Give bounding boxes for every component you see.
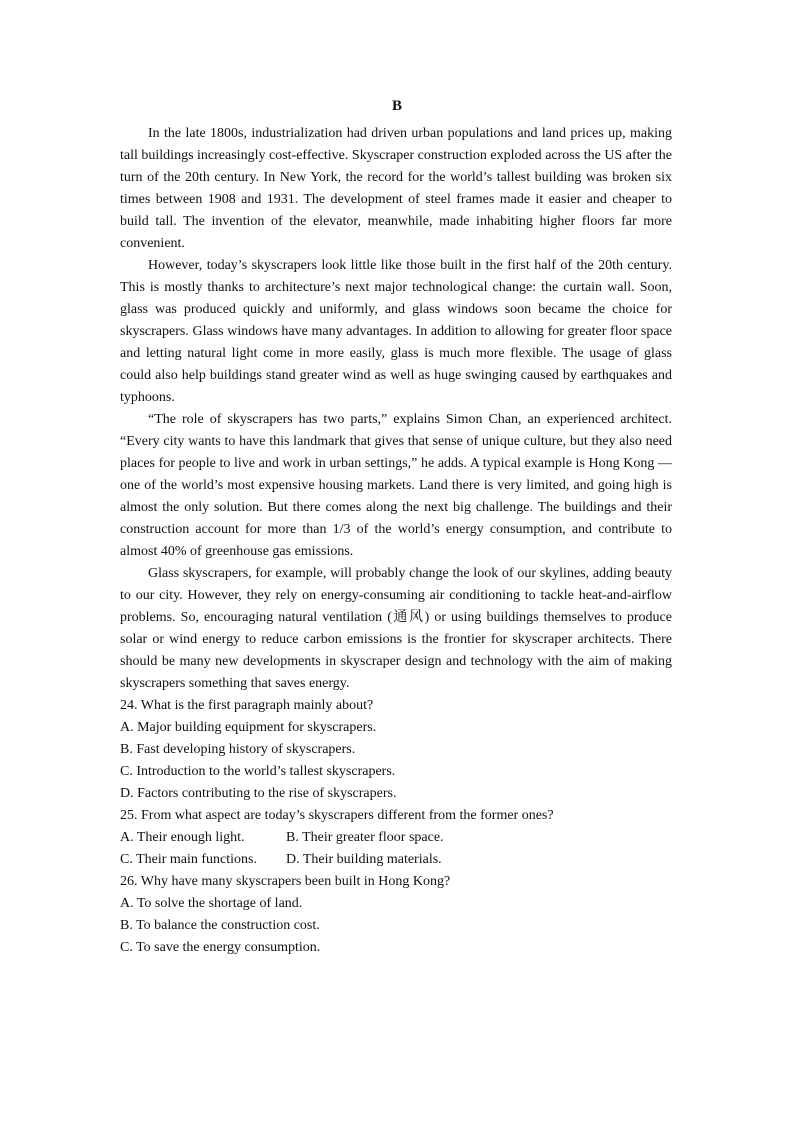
question-26-option-a: A. To solve the shortage of land. [120, 896, 303, 911]
question-25-option-d: D. Their building materials. [286, 852, 442, 867]
question-25-option-a: A. Their enough light. [120, 830, 245, 845]
question-24-option-c: C. Introduction to the world’s tallest skyscrapers. [120, 764, 396, 779]
question-25-options-row-1 [120, 827, 672, 849]
section-label: B [391, 98, 402, 114]
question-26-option-b: B. To balance the construction cost. [120, 918, 320, 933]
question-24: 24. What is the first paragraph mainly about? [120, 698, 374, 713]
passage-and-questions [120, 123, 672, 959]
question-25-options-row-2 [120, 849, 672, 871]
question-24-option-d: D. Factors contributing to the rise of skyscrapers. [120, 786, 397, 801]
passage-paragraph-3: “The role of skyscrapers has two parts,” explains Simon Chan, an experienced architect. “Every city wants to have this landmark that gives that sense of unique culture, but they also need places for people to live and work in urban settings,” he adds. A typical example is Hong Kong — one of the world’s most expensive housing markets. Land there is very limited, and going high is almost the only solution. But there comes along the next big challenge. The buildings and their construction account for more than 1/3 of the world’s energy consumption, and contribute to almost 40% of greenhouse gas emissions. [120, 412, 672, 559]
question-24-option-b: B. Fast developing history of skyscrapers. [120, 742, 356, 757]
question-26-option-c: C. To save the energy consumption. [120, 940, 321, 955]
passage-paragraph-2: However, today’s skyscrapers look little like those built in the first half of the 20th century. This is mostly thanks to architecture’s next major technological change: the curtain wall. Soon, glass was produced quickly and uniformly, and glass windows soon became the choice for skyscrapers. Glass windows have many advantages. In addition to allowing for greater floor space and letting natural light come in more easily, glass is much more flexible. The usage of glass could also help buildings stand greater wind as well as huge swinging caused by earthquakes and typhoons. [120, 258, 672, 405]
passage-paragraph-4: Glass skyscrapers, for example, will probably change the look of our skylines, adding beauty to our city. However, they rely on energy-consuming air conditioning to tackle heat-and-airflow problems. So, encouraging natural ventilation (通风) or using buildings themselves to produce solar or wind energy to reduce carbon emissions is the frontier for skyscraper architects. There should be many new developments in skyscraper design and technology with the aim of making skyscrapers something that saves energy. [120, 566, 672, 691]
passage-paragraph-1: In the late 1800s, industrialization had driven urban populations and land prices up, making tall buildings increasingly cost-effective. Skyscraper construction exploded across the US after the turn of the 20th century. In New York, the record for the world’s tallest building was broken six times between 1908 and 1931. The development of steel frames made it easier and cheaper to build tall. The invention of the elevator, meanwhile, made inhabiting higher floors far more convenient. [120, 126, 672, 251]
question-25-option-c: C. Their main functions. [120, 852, 257, 867]
question-26: 26. Why have many skyscrapers been built in Hong Kong? [120, 874, 451, 889]
question-25: 25. From what aspect are today’s skyscrapers different from the former ones? [120, 808, 554, 823]
question-24-option-a: A. Major building equipment for skyscrapers. [120, 720, 377, 735]
question-25-option-b: B. Their greater floor space. [286, 830, 444, 845]
